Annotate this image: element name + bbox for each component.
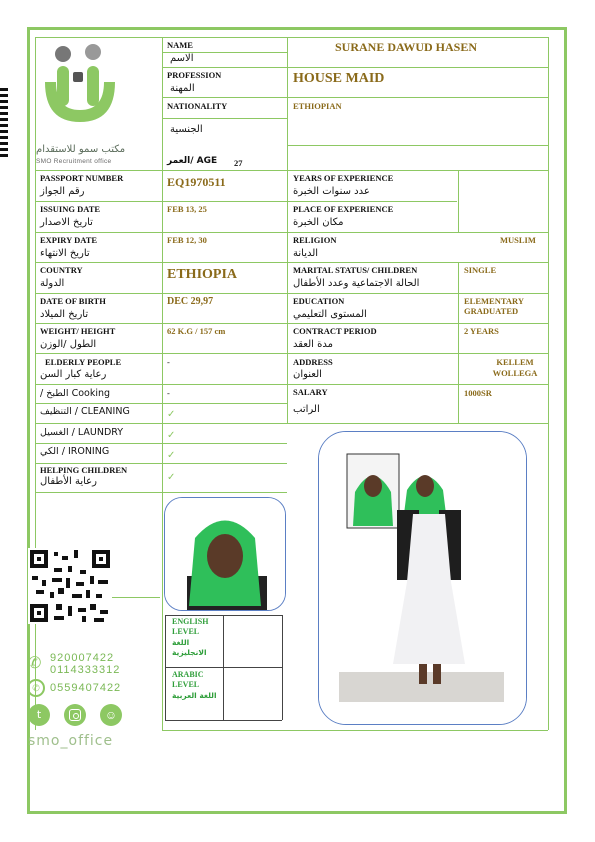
grid-line xyxy=(35,384,548,385)
english-level-label-ar: اللغة الانجليزية xyxy=(172,638,207,657)
grid-line xyxy=(35,37,548,38)
address-label-ar: العنوان xyxy=(293,369,322,380)
helping-children-label-ar: رعاية الأطفال xyxy=(40,476,97,487)
marital-value: SINGLE xyxy=(464,265,497,275)
grid-line xyxy=(162,67,548,68)
name-label: NAME xyxy=(167,40,193,50)
grid-line xyxy=(223,615,224,720)
contract-label: CONTRACT PERIOD xyxy=(293,326,377,336)
issuing-label: ISSUING DATE xyxy=(40,204,101,214)
country-value: ETHIOPIA xyxy=(167,267,238,282)
passport-value: EQ1970511 xyxy=(167,175,226,189)
name-value: SURANE DAWUD HASEN xyxy=(335,40,478,54)
helping-children-check-icon: ✓ xyxy=(167,472,176,483)
qr-code[interactable] xyxy=(28,548,112,624)
grid-line xyxy=(282,615,283,720)
issuing-value: FEB 13, 25 xyxy=(167,204,207,214)
grid-line xyxy=(35,463,287,464)
cooking-value: - xyxy=(167,388,170,398)
experience-place-label: PLACE OF EXPERIENCE xyxy=(293,204,394,214)
grid-line xyxy=(548,37,549,730)
age-label: العمر/ AGE xyxy=(167,156,218,166)
phone-1[interactable]: 920007422 xyxy=(50,652,115,664)
education-value: ELEMENTARY GRADUATED xyxy=(464,296,524,316)
company-name-ar: مكتب سمو للاستقدام xyxy=(36,144,126,155)
arabic-level-label-ar: اللغة العربية xyxy=(172,691,217,700)
dob-label-ar: تاريخ الميلاد xyxy=(40,309,89,320)
grid-line xyxy=(35,201,457,202)
grid-line xyxy=(35,353,548,354)
grid-line xyxy=(35,232,548,233)
dob-label: DATE OF BIRTH xyxy=(40,296,106,306)
portrait-photo xyxy=(164,497,286,611)
passport-label-ar: رقم الجواز xyxy=(40,186,85,197)
weight-height-label: WEIGHT/ HEIGHT xyxy=(40,326,116,336)
cleaning-check-icon: ✓ xyxy=(167,409,176,420)
education-label: EDUCATION xyxy=(293,296,345,306)
salary-value: 1000SR xyxy=(464,388,492,398)
weight-height-label-ar: الطول /الوزن xyxy=(40,339,97,350)
expiry-label: EXPIRY DATE xyxy=(40,235,98,245)
company-name-en: SMO Recruitment office xyxy=(36,158,112,165)
grid-line xyxy=(35,293,548,294)
whatsapp-number[interactable]: 0559407422 xyxy=(50,682,122,694)
profession-value: HOUSE MAID xyxy=(293,71,385,86)
grid-line xyxy=(35,323,548,324)
experience-years-label-ar: عدد سنوات الخبرة xyxy=(293,186,370,197)
experience-place-label-ar: مكان الخبرة xyxy=(293,217,344,228)
salary-label: SALARY xyxy=(293,387,328,397)
marital-label-ar: الحالة الاجتماعية وعدد الأطفال xyxy=(293,278,420,289)
religion-label: RELIGION xyxy=(293,235,337,245)
grid-line xyxy=(35,443,287,444)
english-level-label: ENGLISH LEVEL xyxy=(172,617,209,636)
elderly-value: - xyxy=(167,357,170,367)
cooking-label: / الطبخ Cooking xyxy=(40,388,111,399)
laundry-check-icon: ✓ xyxy=(167,430,176,441)
salary-label-ar: الراتب xyxy=(293,404,320,415)
grid-line xyxy=(458,262,459,423)
grid-line xyxy=(165,615,166,720)
experience-years-label: YEARS OF EXPERIENCE xyxy=(293,173,394,183)
contract-label-ar: مدة العقد xyxy=(293,339,333,350)
grid-line xyxy=(162,37,163,730)
dob-value: DEC 29,97 xyxy=(167,296,214,307)
arabic-level-label: ARABIC LEVEL xyxy=(172,670,204,689)
whatsapp-icon: ✆ xyxy=(27,679,45,697)
phone-icon: ✆ xyxy=(28,655,42,672)
religion-label-ar: الديانة xyxy=(293,248,319,259)
cleaning-label: التنظيف / CLEANING xyxy=(40,406,130,417)
social-handle: smo_office xyxy=(28,733,114,749)
grid-line xyxy=(165,720,282,721)
marital-label: MARITAL STATUS/ CHILDREN xyxy=(293,265,418,275)
grid-line xyxy=(287,423,548,424)
address-value: KELLEM WOLLEGA xyxy=(492,357,538,378)
expiry-label-ar: تاريخ الانتهاء xyxy=(40,248,90,259)
weight-height-value: 62 K.G / 157 cm xyxy=(167,326,226,336)
elderly-label-ar: رعاية كبار السن xyxy=(40,369,107,380)
grid-line xyxy=(287,145,548,146)
grid-line xyxy=(35,262,548,263)
nationality-label: NATIONALITY xyxy=(167,101,228,111)
grid-line xyxy=(35,423,287,424)
grid-line xyxy=(35,170,548,171)
phone-2[interactable]: 0114333312 xyxy=(50,664,121,676)
age-value: 27 xyxy=(234,158,243,168)
address-label: ADDRESS xyxy=(293,357,333,367)
contract-value: 2 YEARS xyxy=(464,326,499,336)
ironing-check-icon: ✓ xyxy=(167,450,176,461)
education-label-ar: المستوى التعليمي xyxy=(293,309,367,320)
nationality-value: ETHIOPIAN xyxy=(293,101,342,111)
twitter-icon[interactable]: t xyxy=(28,704,50,726)
grid-line xyxy=(35,403,287,404)
grid-line xyxy=(458,170,459,232)
company-logo xyxy=(40,42,122,137)
grid-line xyxy=(162,97,548,98)
religion-value: MUSLIM xyxy=(500,235,536,245)
grid-line xyxy=(162,730,548,731)
issuing-label-ar: تاريخ الاصدار xyxy=(40,217,93,228)
full-body-photo xyxy=(318,431,527,725)
ironing-label: الكي / IRONING xyxy=(40,446,110,457)
snapchat-icon[interactable]: ☺ xyxy=(100,704,122,726)
helping-children-label: HELPING CHILDREN xyxy=(40,465,128,475)
side-code xyxy=(0,88,8,158)
passport-label: PASSPORT NUMBER xyxy=(40,173,124,183)
grid-line xyxy=(287,37,288,423)
profession-label-ar: المهنة xyxy=(170,83,195,94)
grid-line xyxy=(162,118,287,119)
expiry-value: FEB 12, 30 xyxy=(167,235,207,245)
name-label-ar: الاسم xyxy=(170,53,194,64)
country-label-ar: الدولة xyxy=(40,278,65,289)
elderly-label: ELDERLY PEOPLE xyxy=(45,357,122,367)
profession-label: PROFESSION xyxy=(167,70,222,80)
grid-line xyxy=(35,492,287,493)
laundry-label: الغسيل / LAUNDRY xyxy=(40,427,124,438)
country-label: COUNTRY xyxy=(40,265,83,275)
instagram-icon[interactable] xyxy=(64,704,86,726)
grid-line xyxy=(35,37,36,730)
nationality-label-ar: الجنسية xyxy=(170,124,203,135)
